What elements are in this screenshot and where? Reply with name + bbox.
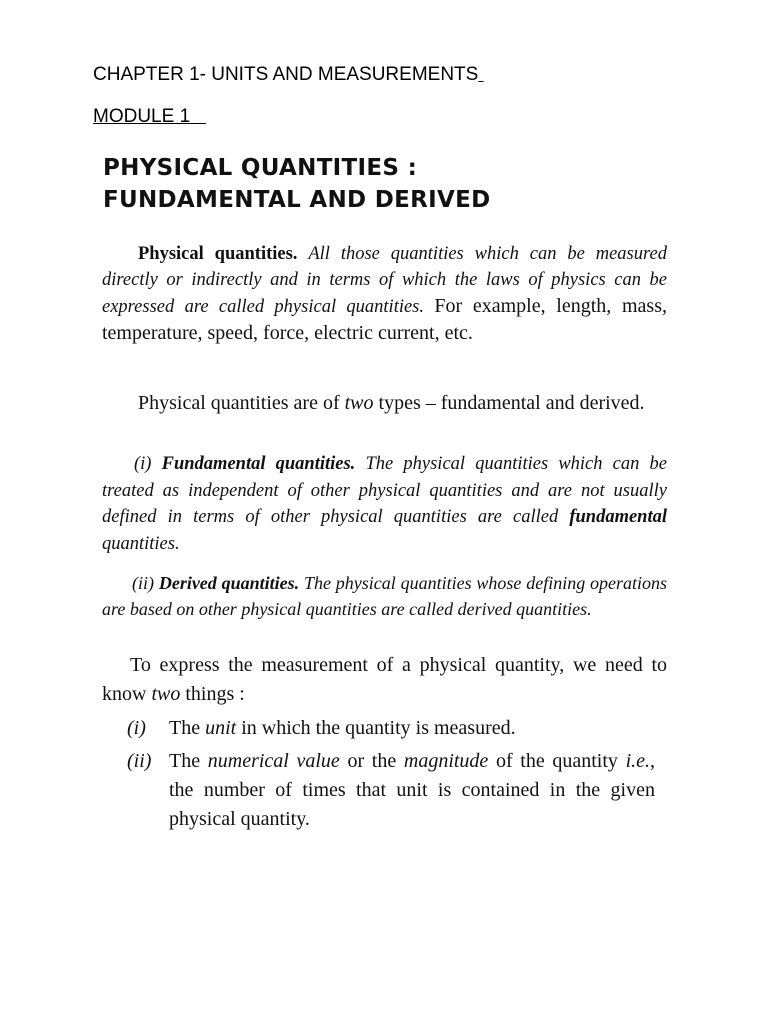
definition-paragraph: [102, 241, 667, 347]
express-paragraph: [102, 651, 667, 709]
definition-example: For example, length, mass, temperature, speed, force, electric current, etc.: [102, 295, 667, 344]
list-item-text-d: magnitude: [403, 750, 489, 772]
list-item: [127, 747, 655, 834]
definition-text: All those quantities which can be measured directly or indirectly and in terms of which the laws of physics can be expressed are called physical quantities.: [102, 244, 667, 317]
types-text-a: Physical quantities are of: [138, 392, 340, 414]
list-item-number: (ii): [127, 750, 152, 772]
requirements-list: [127, 714, 655, 838]
list-item-text-a: The: [169, 750, 201, 772]
fundamental-number: (i): [134, 454, 152, 474]
list-item-text-a: The: [169, 717, 201, 739]
list-item-text-c: in which the quantity is measured.: [241, 717, 516, 739]
express-text-c: things :: [185, 683, 245, 705]
derived-paragraph: [102, 570, 667, 622]
chapter-heading-underline: [478, 64, 483, 85]
definition-term: Physical quantities.: [138, 244, 298, 264]
express-text-a: To express the measurement of a physical quantity, we need to know: [102, 654, 667, 705]
fundamental-emphasis: fundamental: [569, 507, 667, 527]
list-item-text: [169, 714, 655, 743]
list-item-number: (i): [127, 717, 146, 739]
section-title-line-1: PHYSICAL QUANTITIES :: [103, 155, 418, 181]
list-item: [127, 714, 655, 743]
list-item-text-e: of the quantity: [495, 750, 618, 772]
chapter-heading: [93, 64, 484, 86]
module-heading: [93, 106, 206, 128]
fundamental-end: quantities.: [102, 533, 180, 554]
module-heading-text: MODULE 1: [93, 106, 191, 127]
types-paragraph: [102, 389, 667, 418]
types-text-c: types – fundamental and derived.: [378, 392, 645, 414]
types-text-b: two: [344, 392, 374, 414]
list-item-text-b: numerical value: [207, 750, 340, 772]
list-item-text: [169, 747, 655, 834]
section-title-line-2: FUNDAMENTAL AND DERIVED: [103, 187, 491, 213]
list-item-text-b: unit: [205, 717, 237, 739]
fundamental-term: Fundamental quantities.: [161, 454, 356, 474]
list-item-text-c: or the: [347, 750, 397, 772]
fundamental-paragraph: [102, 451, 667, 557]
fundamental-text: The physical quantities which can be treated as independent of other physical quantities and are not usually defined in terms of other physical quantities are called: [102, 454, 668, 527]
derived-text: The physical quantities whose defining operations are based on other physical quantities are called derived quantities.: [102, 573, 668, 619]
list-item-text-g: the number of times that unit is contained in the given physical quantity.: [169, 779, 655, 830]
chapter-heading-text: CHAPTER 1- UNITS AND MEASUREMENTS: [93, 64, 479, 85]
express-text-b: two: [151, 683, 181, 705]
derived-term: Derived quantities.: [158, 573, 300, 593]
list-item-text-f: i.e.,: [625, 750, 656, 772]
section-title: [103, 152, 490, 216]
derived-number: (ii): [132, 573, 154, 593]
